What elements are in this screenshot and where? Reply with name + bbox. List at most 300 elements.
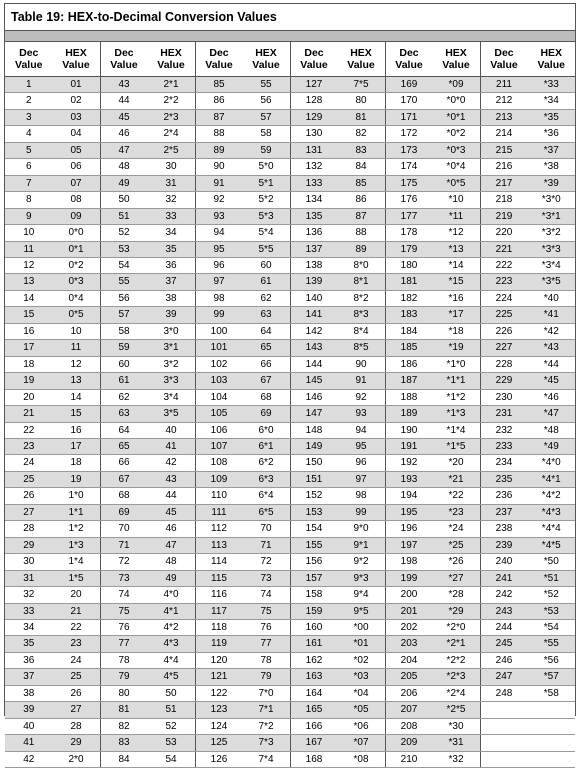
dec-value-cell: 26: [5, 488, 53, 504]
dec-value-cell: 120: [195, 652, 243, 668]
dec-value-cell: 116: [195, 587, 243, 603]
hex-value-cell: 53: [148, 735, 196, 751]
hex-value-cell: *3*4: [528, 257, 576, 273]
dec-value-cell: 145: [290, 373, 338, 389]
dec-value-cell: 100: [195, 323, 243, 339]
dec-value-cell: 12: [5, 257, 53, 273]
table-row: [5, 471, 575, 487]
dec-value-cell: 172: [385, 126, 433, 142]
dec-value-cell: 85: [195, 77, 243, 93]
hex-value-cell: 59: [243, 142, 291, 158]
hex-value-cell: 66: [243, 356, 291, 372]
dec-value-cell: 1: [5, 77, 53, 93]
hex-value-cell: 7*3: [243, 735, 291, 751]
hex-value-cell: *1*3: [433, 406, 481, 422]
dec-value-cell: 246: [480, 652, 528, 668]
header-line: Dec: [114, 47, 134, 59]
hex-value-cell: *42: [528, 323, 576, 339]
dec-value-cell: 82: [100, 718, 148, 734]
empty-cell: [528, 718, 576, 734]
hex-value-cell: 7*2: [243, 718, 291, 734]
dec-value-cell: 57: [100, 307, 148, 323]
dec-value-cell: 28: [5, 521, 53, 537]
hex-value-cell: 9*1: [338, 537, 386, 553]
dec-value-cell: 119: [195, 636, 243, 652]
hex-value-cell: 98: [338, 488, 386, 504]
dec-value-cell: 99: [195, 307, 243, 323]
hex-value-cell: 21: [53, 603, 101, 619]
table-row: [5, 142, 575, 158]
dec-value-cell: 14: [5, 290, 53, 306]
dec-value-cell: 127: [290, 77, 338, 93]
dec-value-cell: 35: [5, 636, 53, 652]
hex-value-cell: 14: [53, 389, 101, 405]
conversion-table: [5, 42, 575, 768]
dec-value-cell: 208: [385, 718, 433, 734]
header-line: Dec: [19, 47, 39, 59]
hex-value-cell: 8*2: [338, 290, 386, 306]
hex-value-cell: 5*2: [243, 192, 291, 208]
hex-value-cell: *16: [433, 290, 481, 306]
dec-value-cell: 41: [5, 735, 53, 751]
dec-value-cell: 135: [290, 208, 338, 224]
hex-value-cell: *52: [528, 587, 576, 603]
hex-value-cell: *32: [433, 751, 481, 767]
header-line: HEX: [160, 47, 182, 59]
dec-value-cell: 5: [5, 142, 53, 158]
dec-value-cell: 95: [195, 241, 243, 257]
hex-value-cell: 92: [338, 389, 386, 405]
dec-value-cell: 91: [195, 175, 243, 191]
hex-value-cell: 94: [338, 422, 386, 438]
dec-value-cell: 22: [5, 422, 53, 438]
dec-value-cell: 75: [100, 603, 148, 619]
dec-value-cell: 217: [480, 175, 528, 191]
header-line: HEX: [350, 47, 372, 59]
hex-value-cell: 23: [53, 636, 101, 652]
dec-value-cell: 195: [385, 504, 433, 520]
hex-value-cell: *2*3: [433, 669, 481, 685]
hex-value-cell: *07: [338, 735, 386, 751]
dec-value-cell: 143: [290, 340, 338, 356]
table-row: [5, 77, 575, 93]
hex-value-cell: 0*0: [53, 225, 101, 241]
header-line: Dec: [494, 47, 514, 59]
dec-value-cell: 162: [290, 652, 338, 668]
header-line: Value: [252, 59, 280, 71]
hex-value-cell: 1*4: [53, 554, 101, 570]
dec-value-cell: 30: [5, 554, 53, 570]
table-row: [5, 356, 575, 372]
dec-value-cell: 128: [290, 93, 338, 109]
hex-value-cell: 85: [338, 175, 386, 191]
dec-value-cell: 239: [480, 537, 528, 553]
dec-value-cell: 150: [290, 455, 338, 471]
hex-value-cell: *58: [528, 685, 576, 701]
hex-value-cell: 3*3: [148, 373, 196, 389]
hex-value-cell: 2*1: [148, 77, 196, 93]
dec-value-cell: 4: [5, 126, 53, 142]
hex-value-cell: *45: [528, 373, 576, 389]
dec-value-cell: 48: [100, 159, 148, 175]
hex-value-cell: 11: [53, 340, 101, 356]
dec-value-cell: 139: [290, 274, 338, 290]
table-row: [5, 241, 575, 257]
dec-value-cell: 130: [290, 126, 338, 142]
dec-value-cell: 69: [100, 504, 148, 520]
hex-value-cell: 1*1: [53, 504, 101, 520]
header-line: Value: [110, 59, 138, 71]
dec-value-cell: 113: [195, 537, 243, 553]
dec-value-cell: 243: [480, 603, 528, 619]
hex-value-cell: 1*0: [53, 488, 101, 504]
dec-value-cell: 110: [195, 488, 243, 504]
dec-value-cell: 101: [195, 340, 243, 356]
hex-value-cell: *41: [528, 307, 576, 323]
dec-value-cell: 222: [480, 257, 528, 273]
dec-value-cell: 103: [195, 373, 243, 389]
hex-value-cell: *25: [433, 537, 481, 553]
dec-value-cell: 220: [480, 225, 528, 241]
dec-value-cell: 102: [195, 356, 243, 372]
dec-value-cell: 174: [385, 159, 433, 175]
dec-value-cell: 16: [5, 323, 53, 339]
hex-value-cell: *53: [528, 603, 576, 619]
hex-value-cell: 4*4: [148, 652, 196, 668]
dec-value-cell: 114: [195, 554, 243, 570]
hex-value-cell: *0*3: [433, 142, 481, 158]
dec-value-cell: 186: [385, 356, 433, 372]
dec-value-cell: 140: [290, 290, 338, 306]
dec-value-cell: 219: [480, 208, 528, 224]
hex-value-cell: *34: [528, 93, 576, 109]
dec-value-cell: 154: [290, 521, 338, 537]
hex-value-cell: *35: [528, 109, 576, 125]
dec-value-cell: 191: [385, 438, 433, 454]
dec-value-cell: 133: [290, 175, 338, 191]
table-row: [5, 192, 575, 208]
hex-value-cell: 47: [148, 537, 196, 553]
dec-value-cell: 108: [195, 455, 243, 471]
hex-value-cell: *15: [433, 274, 481, 290]
hex-value-cell: 03: [53, 109, 101, 125]
dec-value-cell: 178: [385, 225, 433, 241]
dec-value-cell: 97: [195, 274, 243, 290]
dec-value-cell: 11: [5, 241, 53, 257]
hex-value-cell: *50: [528, 554, 576, 570]
table-row: [5, 225, 575, 241]
hex-value-cell: 86: [338, 192, 386, 208]
hex-value-cell: *09: [433, 77, 481, 93]
hex-value-cell: 6*3: [243, 471, 291, 487]
dec-value-cell: 7: [5, 175, 53, 191]
hex-value-cell: *11: [433, 208, 481, 224]
dec-value-cell: 88: [195, 126, 243, 142]
table-row: [5, 455, 575, 471]
dec-value-cell: 205: [385, 669, 433, 685]
hex-value-header: [338, 42, 386, 77]
dec-value-cell: 129: [290, 109, 338, 125]
table-row: [5, 587, 575, 603]
dec-value-cell: 123: [195, 702, 243, 718]
hex-value-cell: *0*5: [433, 175, 481, 191]
dec-value-cell: 182: [385, 290, 433, 306]
hex-value-cell: 4*0: [148, 587, 196, 603]
header-line: HEX: [255, 47, 277, 59]
dec-value-cell: 51: [100, 208, 148, 224]
hex-value-cell: *51: [528, 570, 576, 586]
hex-value-cell: 1*3: [53, 537, 101, 553]
dec-value-cell: 96: [195, 257, 243, 273]
hex-value-cell: 87: [338, 208, 386, 224]
hex-value-cell: *3*2: [528, 225, 576, 241]
header-line: Value: [490, 59, 518, 71]
dec-value-cell: 234: [480, 455, 528, 471]
dec-value-cell: 18: [5, 356, 53, 372]
dec-value-cell: 46: [100, 126, 148, 142]
dec-value-cell: 63: [100, 406, 148, 422]
hex-value-cell: 63: [243, 307, 291, 323]
dec-value-cell: 157: [290, 570, 338, 586]
hex-value-cell: 36: [148, 257, 196, 273]
hex-value-cell: 88: [338, 225, 386, 241]
dec-value-cell: 117: [195, 603, 243, 619]
dec-value-cell: 19: [5, 373, 53, 389]
dec-value-cell: 44: [100, 93, 148, 109]
hex-value-cell: 58: [243, 126, 291, 142]
hex-value-cell: 41: [148, 438, 196, 454]
hex-value-cell: *2*5: [433, 702, 481, 718]
table-row: [5, 603, 575, 619]
header-line: Value: [205, 59, 233, 71]
conversion-table-frame: [4, 3, 576, 765]
hex-value-cell: 4*3: [148, 636, 196, 652]
dec-value-cell: 210: [385, 751, 433, 767]
hex-value-cell: 5*4: [243, 225, 291, 241]
hex-value-cell: 46: [148, 521, 196, 537]
dec-value-cell: 131: [290, 142, 338, 158]
dec-value-cell: 10: [5, 225, 53, 241]
dec-value-cell: 23: [5, 438, 53, 454]
dec-value-cell: 78: [100, 652, 148, 668]
dec-value-header: [290, 42, 338, 77]
dec-value-cell: 179: [385, 241, 433, 257]
hex-value-cell: *14: [433, 257, 481, 273]
hex-value-cell: 77: [243, 636, 291, 652]
hex-value-cell: *54: [528, 619, 576, 635]
hex-value-cell: 68: [243, 389, 291, 405]
hex-value-cell: 20: [53, 587, 101, 603]
hex-value-cell: *12: [433, 225, 481, 241]
hex-value-cell: 2*3: [148, 109, 196, 125]
dec-value-cell: 227: [480, 340, 528, 356]
hex-value-cell: *3*3: [528, 241, 576, 257]
dec-value-cell: 76: [100, 619, 148, 635]
hex-value-cell: 28: [53, 718, 101, 734]
header-line: HEX: [65, 47, 87, 59]
hex-value-cell: 43: [148, 471, 196, 487]
dec-value-cell: 34: [5, 619, 53, 635]
table-row: [5, 554, 575, 570]
dec-value-cell: 38: [5, 685, 53, 701]
dec-value-header: [480, 42, 528, 77]
dec-value-cell: 115: [195, 570, 243, 586]
dec-value-cell: 111: [195, 504, 243, 520]
hex-value-cell: 2*2: [148, 93, 196, 109]
table-row: [5, 274, 575, 290]
hex-value-cell: 42: [148, 455, 196, 471]
dec-value-cell: 107: [195, 438, 243, 454]
hex-value-cell: 83: [338, 142, 386, 158]
hex-value-cell: 34: [148, 225, 196, 241]
hex-value-cell: 29: [53, 735, 101, 751]
dec-value-cell: 241: [480, 570, 528, 586]
dec-value-cell: 21: [5, 406, 53, 422]
hex-value-cell: 02: [53, 93, 101, 109]
hex-value-cell: 49: [148, 570, 196, 586]
dec-value-cell: 148: [290, 422, 338, 438]
dec-value-cell: 84: [100, 751, 148, 767]
hex-value-cell: *1*2: [433, 389, 481, 405]
dec-value-cell: 27: [5, 504, 53, 520]
header-row: [5, 42, 575, 77]
header-line: Dec: [209, 47, 229, 59]
dec-value-cell: 71: [100, 537, 148, 553]
hex-value-cell: 33: [148, 208, 196, 224]
hex-value-cell: *28: [433, 587, 481, 603]
dec-value-cell: 106: [195, 422, 243, 438]
dec-value-cell: 198: [385, 554, 433, 570]
hex-value-cell: 27: [53, 702, 101, 718]
header-line: Value: [300, 59, 328, 71]
hex-value-cell: 82: [338, 126, 386, 142]
hex-value-cell: 5*5: [243, 241, 291, 257]
hex-value-cell: *47: [528, 406, 576, 422]
dec-value-cell: 43: [100, 77, 148, 93]
hex-value-cell: *02: [338, 652, 386, 668]
dec-value-cell: 70: [100, 521, 148, 537]
hex-value-cell: *23: [433, 504, 481, 520]
dec-value-cell: 58: [100, 323, 148, 339]
hex-value-cell: 08: [53, 192, 101, 208]
dec-value-cell: 79: [100, 669, 148, 685]
header-line: Value: [442, 59, 470, 71]
empty-cell: [528, 735, 576, 751]
hex-value-cell: 05: [53, 142, 101, 158]
dec-value-cell: 151: [290, 471, 338, 487]
hex-value-cell: 6*1: [243, 438, 291, 454]
hex-value-cell: 19: [53, 471, 101, 487]
hex-value-cell: *00: [338, 619, 386, 635]
header-line: Value: [395, 59, 423, 71]
dec-value-cell: 65: [100, 438, 148, 454]
hex-value-cell: 79: [243, 669, 291, 685]
table-row: [5, 570, 575, 586]
hex-value-cell: *31: [433, 735, 481, 751]
dec-value-cell: 225: [480, 307, 528, 323]
dec-value-cell: 211: [480, 77, 528, 93]
dec-value-cell: 98: [195, 290, 243, 306]
table-row: [5, 307, 575, 323]
hex-value-cell: *56: [528, 652, 576, 668]
dec-value-cell: 94: [195, 225, 243, 241]
dec-value-header: [100, 42, 148, 77]
hex-value-cell: 64: [243, 323, 291, 339]
dec-value-cell: 6: [5, 159, 53, 175]
dec-value-cell: 47: [100, 142, 148, 158]
dec-value-cell: 173: [385, 142, 433, 158]
hex-value-cell: *17: [433, 307, 481, 323]
hex-value-cell: *4*4: [528, 521, 576, 537]
table-row: [5, 290, 575, 306]
dec-value-cell: 32: [5, 587, 53, 603]
dec-value-cell: 152: [290, 488, 338, 504]
dec-value-cell: 104: [195, 389, 243, 405]
hex-value-cell: 9*4: [338, 587, 386, 603]
hex-value-cell: 5*0: [243, 159, 291, 175]
table-row: [5, 685, 575, 701]
dec-value-cell: 192: [385, 455, 433, 471]
hex-value-cell: *1*5: [433, 438, 481, 454]
empty-cell: [480, 702, 528, 718]
hex-value-cell: 54: [148, 751, 196, 767]
hex-value-cell: 9*5: [338, 603, 386, 619]
hex-value-cell: 3*4: [148, 389, 196, 405]
hex-value-cell: 70: [243, 521, 291, 537]
dec-value-cell: 89: [195, 142, 243, 158]
table-row: [5, 521, 575, 537]
hex-value-cell: *3*5: [528, 274, 576, 290]
hex-value-header: [528, 42, 576, 77]
dec-value-cell: 2: [5, 93, 53, 109]
dec-value-cell: 147: [290, 406, 338, 422]
hex-value-cell: 22: [53, 619, 101, 635]
dec-value-cell: 8: [5, 192, 53, 208]
hex-value-cell: 18: [53, 455, 101, 471]
dec-value-cell: 245: [480, 636, 528, 652]
hex-value-cell: 2*5: [148, 142, 196, 158]
dec-value-cell: 67: [100, 471, 148, 487]
hex-value-cell: 76: [243, 619, 291, 635]
hex-value-cell: 8*4: [338, 323, 386, 339]
dec-value-cell: 64: [100, 422, 148, 438]
hex-value-cell: *44: [528, 356, 576, 372]
hex-value-cell: 8*0: [338, 257, 386, 273]
dec-value-cell: 196: [385, 521, 433, 537]
hex-value-cell: *06: [338, 718, 386, 734]
dec-value-cell: 160: [290, 619, 338, 635]
hex-value-cell: 74: [243, 587, 291, 603]
dec-value-cell: 132: [290, 159, 338, 175]
dec-value-cell: 177: [385, 208, 433, 224]
dec-value-cell: 61: [100, 373, 148, 389]
hex-value-cell: 73: [243, 570, 291, 586]
hex-value-cell: 81: [338, 109, 386, 125]
dec-value-cell: 229: [480, 373, 528, 389]
hex-value-cell: 5*1: [243, 175, 291, 191]
hex-value-cell: 1*5: [53, 570, 101, 586]
dec-value-cell: 86: [195, 93, 243, 109]
table-row: [5, 735, 575, 751]
dec-value-cell: 188: [385, 389, 433, 405]
dec-value-cell: 221: [480, 241, 528, 257]
dec-value-cell: 141: [290, 307, 338, 323]
dec-value-cell: 163: [290, 669, 338, 685]
hex-value-cell: *04: [338, 685, 386, 701]
dec-value-cell: 146: [290, 389, 338, 405]
hex-value-cell: *40: [528, 290, 576, 306]
hex-value-cell: 2*0: [53, 751, 101, 767]
